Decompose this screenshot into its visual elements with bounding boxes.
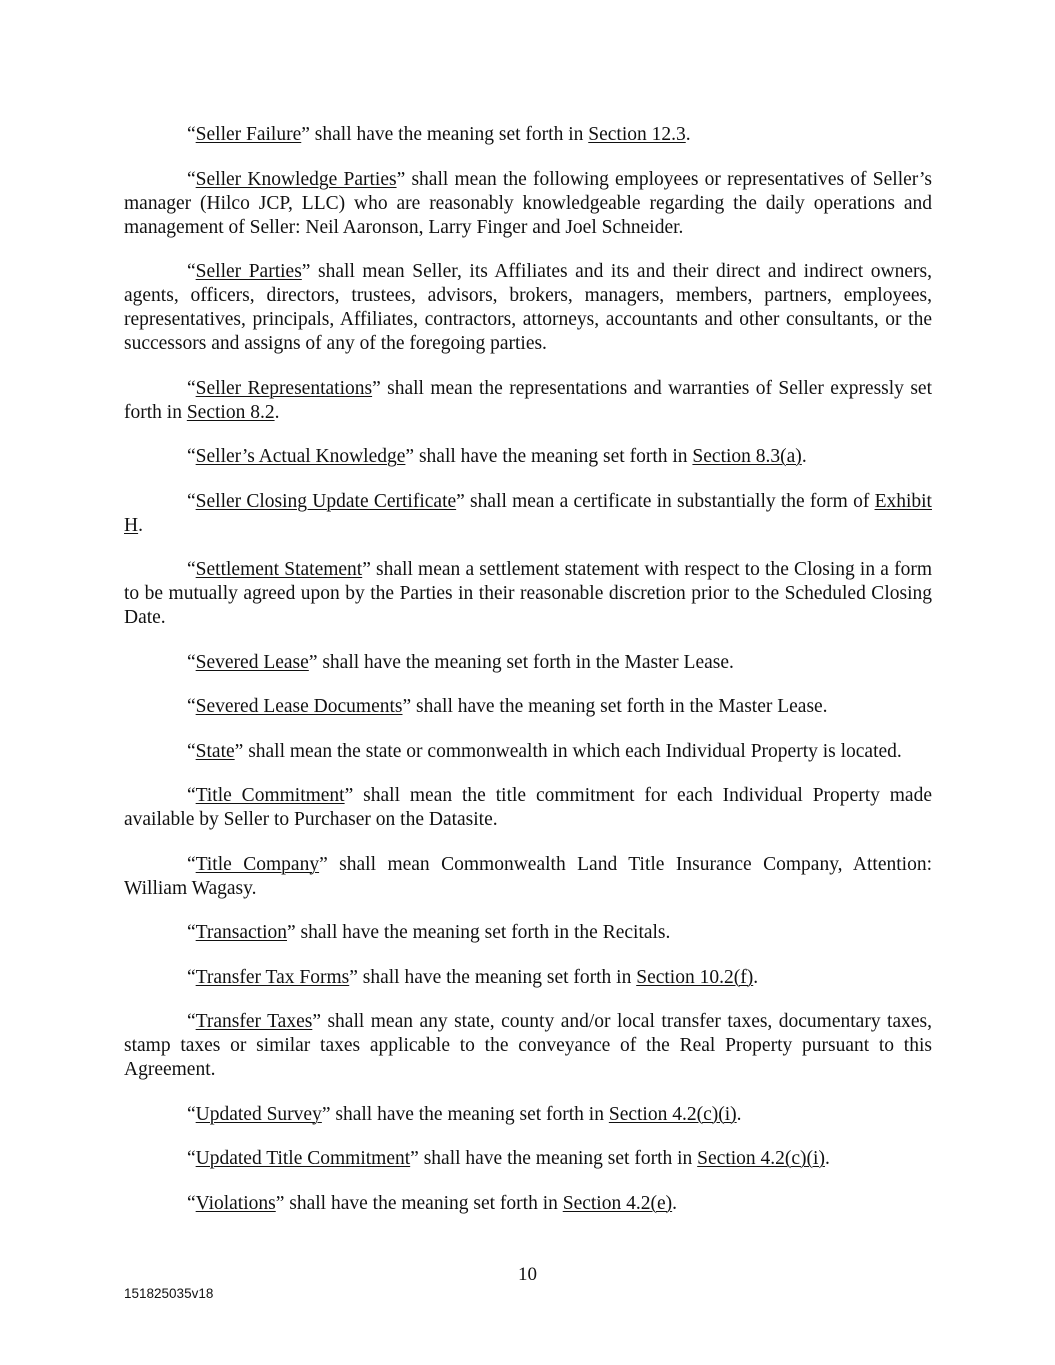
section-reference: Section 10.2(f) (636, 966, 754, 988)
close-quote: ” (372, 377, 381, 399)
definition-title-company (124, 853, 932, 901)
open-quote: “ (187, 740, 196, 762)
close-quote: ” (402, 696, 412, 717)
open-quote: “ (187, 261, 196, 282)
open-quote: “ (187, 490, 196, 512)
defined-term: Seller’s Actual Knowledge (195, 446, 406, 467)
open-quote: “ (187, 696, 196, 717)
definition-text: shall mean Commonwealth Land Title Insurance Company, Attention: William Wagasy. (124, 853, 932, 899)
defined-term: Severed Lease Documents (195, 696, 403, 717)
definition-text: shall mean any state, county and/or local transfer taxes, documentary taxes, stamp taxes or similar taxes applicable to the conveyance of the Real Property pursuant to this Agreement. (124, 1011, 932, 1080)
definition-tail: . (736, 1103, 742, 1125)
defined-term: Violations (195, 1192, 276, 1214)
close-quote: ” (301, 261, 311, 282)
definition-text: shall mean a certificate in substantially the form of (464, 490, 875, 512)
defined-term: Severed Lease (195, 651, 309, 673)
close-quote: ” (456, 490, 465, 512)
section-reference: Section 4.2(e) (562, 1192, 673, 1214)
definition-sellers-actual-knowledge (124, 445, 932, 469)
definition-text: shall mean a settlement statement with respect to the Closing in a form to be mutually agreed upon by the Parties in their reasonable discretion prior to the Scheduled Closing Date. (124, 559, 932, 628)
definition-text: shall have the meaning set forth in (418, 1148, 698, 1169)
definition-tail: . (672, 1192, 677, 1214)
open-quote: “ (187, 853, 196, 875)
close-quote: ” (405, 446, 415, 467)
open-quote: “ (187, 1103, 196, 1125)
defined-term: Seller Knowledge Parties (195, 168, 397, 190)
document-id: 151825035v18 (124, 1286, 214, 1301)
defined-term: Seller Failure (195, 124, 302, 145)
definition-updated-title-commitment (124, 1147, 932, 1171)
definition-transfer-taxes (124, 1010, 932, 1082)
open-quote: “ (187, 124, 196, 145)
definition-tail: . (824, 1148, 830, 1169)
close-quote: ” (410, 1148, 419, 1169)
close-quote: ” (349, 966, 358, 988)
definition-title-commitment (124, 784, 932, 832)
definition-text: shall have the meaning set forth in (309, 124, 589, 145)
open-quote: “ (187, 1148, 196, 1169)
defined-term: Transaction (195, 922, 288, 943)
section-reference: Section 12.3 (588, 124, 686, 145)
definition-tail: . (753, 966, 759, 988)
defined-term: State (195, 740, 235, 762)
section-reference: Section 4.2(c)(i) (608, 1103, 737, 1125)
section-reference: Section 8.3(a) (692, 446, 802, 467)
defined-term: Seller Parties (195, 261, 302, 282)
close-quote: ” (308, 651, 318, 673)
open-quote: “ (187, 1192, 196, 1214)
definition-violations (124, 1192, 932, 1216)
open-quote: “ (187, 966, 196, 988)
close-quote: ” (301, 124, 310, 145)
exhibit-reference: Exhibit H (124, 490, 932, 536)
definition-tail: . (801, 446, 807, 467)
defined-term: Updated Survey (195, 1103, 322, 1125)
definition-text: shall have the meaning set forth in (284, 1192, 563, 1214)
definition-text: shall mean the representations and warranties of Seller expressly set forth in (124, 377, 932, 423)
definition-settlement-statement (124, 558, 932, 630)
definition-text: shall have the meaning set forth in (330, 1103, 609, 1125)
close-quote: ” (312, 1011, 321, 1032)
definition-seller-closing-update-certificate (124, 490, 932, 538)
open-quote: “ (187, 1011, 196, 1032)
definition-transfer-tax-forms (124, 966, 932, 990)
defined-term: Transfer Tax Forms (195, 966, 350, 988)
definition-text: shall mean Seller, its Affiliates and its and their direct and indirect owners, agents, officers, directors, trustees, advisors, brokers, managers, members, partners, employees, representatives, principals, Affiliates, contractors, attorneys, accountants and other consultants, or the successors and assigns of any of the foregoing parties. (124, 261, 932, 354)
definition-tail: . (138, 514, 143, 536)
defined-term: Seller Representations (195, 377, 373, 399)
close-quote: ” (287, 922, 296, 943)
definition-seller-knowledge-parties (124, 168, 932, 240)
close-quote: ” (396, 168, 406, 190)
page-number: 10 (518, 1264, 537, 1285)
open-quote: “ (187, 922, 196, 943)
definition-text: shall mean the following employees or representatives of Seller’s manager (Hilco JCP, LLC) who are reasonably knowledgeable regarding the daily operations and management of Seller: Neil Aaronson, Larry Finger and Joel Schneider. (124, 168, 932, 238)
defined-term: Transfer Taxes (195, 1011, 313, 1032)
open-quote: “ (187, 168, 196, 190)
definition-text: shall have the meaning set forth in (414, 446, 693, 467)
close-quote: ” (362, 559, 371, 580)
defined-term: Updated Title Commitment (195, 1148, 411, 1169)
open-quote: “ (187, 651, 196, 673)
close-quote: ” (234, 740, 244, 762)
open-quote: “ (187, 559, 196, 580)
definition-severed-lease (124, 651, 932, 675)
definition-text: shall have the meaning set forth in the Master Lease. (317, 651, 734, 673)
section-reference: Section 4.2(c)(i) (697, 1148, 825, 1169)
definition-text: shall have the meaning set forth in the Recitals. (295, 922, 671, 943)
definition-state (124, 740, 932, 764)
definition-seller-failure (124, 123, 932, 147)
definition-transaction (124, 921, 932, 945)
definition-text: shall have the meaning set forth in the Master Lease. (411, 696, 828, 717)
definition-tail: . (274, 401, 280, 423)
definition-text: shall mean the title commitment for each Individual Property made available by Seller to Purchaser on the Datasite. (124, 785, 932, 830)
definition-seller-representations (124, 377, 932, 425)
definition-text: shall have the meaning set forth in (357, 966, 637, 988)
defined-term: Title Commitment (195, 785, 345, 806)
close-quote: ” (344, 785, 354, 806)
open-quote: “ (187, 377, 196, 399)
definition-tail: . (685, 124, 691, 145)
definition-text: shall mean the state or commonwealth in which each Individual Property is located. (243, 740, 902, 762)
close-quote: ” (321, 1103, 331, 1125)
close-quote: ” (275, 1192, 285, 1214)
definition-seller-parties (124, 260, 932, 356)
definition-severed-lease-documents (124, 695, 932, 719)
defined-term: Seller Closing Update Certificate (195, 490, 457, 512)
section-reference: Section 8.2 (186, 401, 275, 423)
defined-term: Title Company (195, 853, 320, 875)
open-quote: “ (187, 446, 196, 467)
close-quote: ” (319, 853, 328, 875)
defined-term: Settlement Statement (195, 559, 363, 580)
definition-updated-survey (124, 1103, 932, 1127)
open-quote: “ (187, 785, 196, 806)
definitions-list (124, 123, 932, 1236)
